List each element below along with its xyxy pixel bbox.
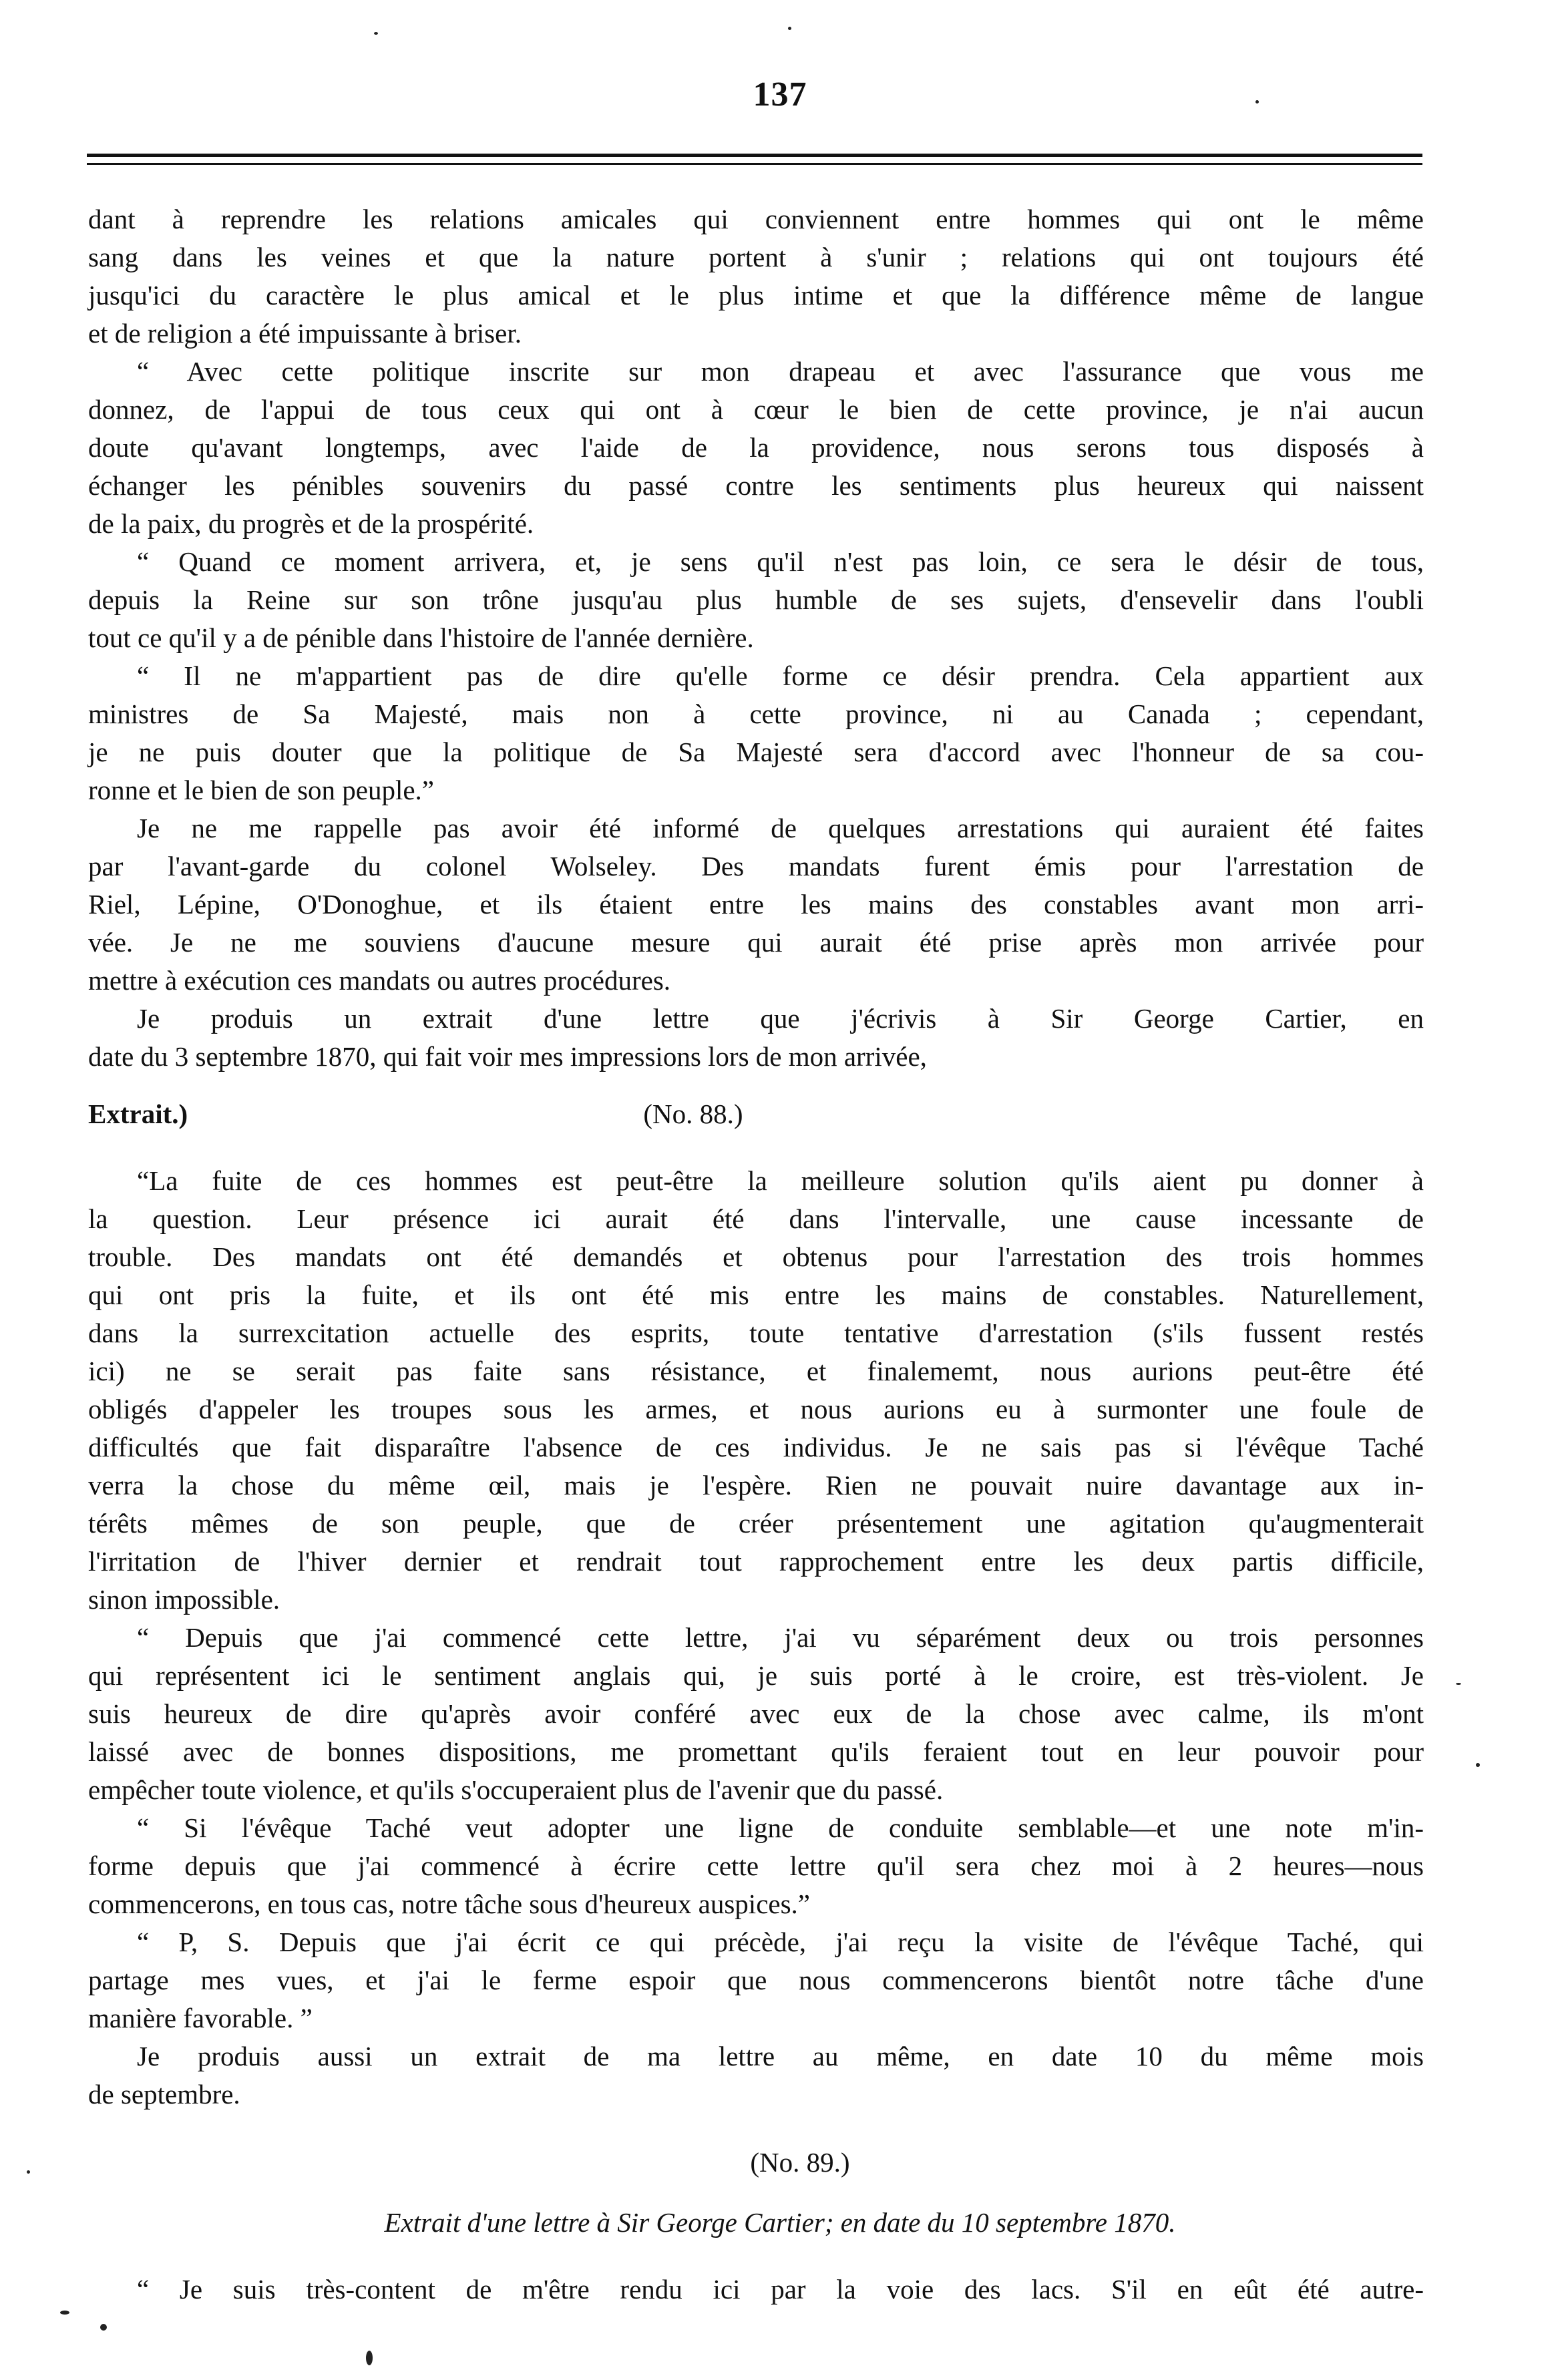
scan-speck xyxy=(1456,1683,1461,1685)
scan-speck xyxy=(1255,100,1259,104)
text-line: “La fuite de ces hommes est peut-être la meilleure solution qu'ils aient pu donner à xyxy=(137,1165,1424,1196)
scan-speck xyxy=(366,2351,373,2365)
text-line: partage mes vues, et j'ai le ferme espoir que nous commencerons bientôt notre tâche d'une xyxy=(88,1965,1424,1995)
text-line: verra la chose du même œil, mais je l'espère. Rien ne pouvait nuire davantage aux in- xyxy=(88,1470,1424,1501)
text-line: ronne et le bien de son peuple.” xyxy=(88,775,435,805)
text-line: “ Il ne m'appartient pas de dire qu'elle forme ce désir prendra. Cela appartient aux xyxy=(137,660,1424,691)
text-line: la question. Leur présence ici aurait été dans l'intervalle, une cause incessante de xyxy=(88,1203,1424,1234)
text-line: “ P, S. Depuis que j'ai écrit ce qui précède, j'ai reçu la visite de l'évêque Taché, qui xyxy=(137,1927,1424,1957)
header-rule-thin xyxy=(87,163,1422,165)
text-line: obligés d'appeler les troupes sous les armes, et nous aurions eu à surmonter une foule de xyxy=(88,1394,1424,1424)
text-line: tout ce qu'il y a de pénible dans l'histoire de l'année dernière. xyxy=(88,622,754,653)
text-line: date du 3 septembre 1870, qui fait voir mes impressions lors de mon arrivée, xyxy=(88,1041,927,1072)
text-line: “ Quand ce moment arrivera, et, je sens qu'il n'est pas loin, ce sera le désir de tous, xyxy=(137,546,1424,577)
text-line: doute qu'avant longtemps, avec l'aide de la providence, nous serons tous disposés à xyxy=(88,432,1424,463)
text-line: “ Si l'évêque Taché veut adopter une ligne de conduite semblable—et une note m'in- xyxy=(137,1812,1424,1843)
text-line: par l'avant-garde du colonel Wolseley. Des mandats furent émis pour l'arrestation de xyxy=(88,851,1424,881)
text-line: Je ne me rappelle pas avoir été informé de quelques arrestations qui auraient été faites xyxy=(137,813,1424,843)
text-line: dant à reprendre les relations amicales qui conviennent entre hommes qui ont le même xyxy=(88,204,1424,234)
text-line: laissé avec de bonnes dispositions, me promettant qu'ils feraient tout en leur pouvoir pour xyxy=(88,1736,1424,1767)
text-line: jusqu'ici du caractère le plus amical et le plus intime et que la différence même de langue xyxy=(88,280,1424,311)
text-line: trouble. Des mandats ont été demandés et obtenus pour l'arrestation des trois hommes xyxy=(88,1241,1424,1272)
text-line: ici) ne se serait pas faite sans résistance, et finalememt, nous aurions peut-être été xyxy=(88,1356,1424,1386)
text-line: qui représentent ici le sentiment anglais qui, je suis porté à le croire, est très-violent. Je xyxy=(88,1660,1424,1691)
text-line: manière favorable. ” xyxy=(88,2003,313,2033)
extract-label: Extrait.) xyxy=(88,1099,188,1129)
text-line: difficultés que fait disparaître l'absence de ces individus. Je ne sais pas si l'évêque Taché xyxy=(88,1432,1424,1462)
text-line: mettre à exécution ces mandats ou autres procédures. xyxy=(88,965,671,996)
text-line: “ Avec cette politique inscrite sur mon drapeau et avec l'assurance que vous me xyxy=(137,356,1424,387)
scan-speck xyxy=(788,27,791,30)
extract-caption: Extrait d'une lettre à Sir George Cartier; en date du 10 septembre 1870. xyxy=(384,2207,1176,2238)
scan-speck xyxy=(27,2170,30,2174)
text-line: l'irritation de l'hiver dernier et rendrait tout rapprochement entre les deux partis difficile, xyxy=(88,1546,1424,1577)
scan-speck xyxy=(1476,1763,1480,1767)
text-line: “ Depuis que j'ai commencé cette lettre, j'ai vu séparément deux ou trois personnes xyxy=(137,1622,1424,1653)
header-rule xyxy=(87,154,1422,157)
text-line: Riel, Lépine, O'Donoghue, et ils étaient entre les mains des constables avant mon arri- xyxy=(88,889,1424,920)
text-line: suis heureux de dire qu'après avoir conféré avec eux de la chose avec calme, ils m'ont xyxy=(88,1698,1424,1729)
text-line: commencerons, en tous cas, notre tâche sous d'heureux auspices.” xyxy=(88,1889,810,1919)
text-line: depuis la Reine sur son trône jusqu'au plus humble de ses sujets, d'ensevelir dans l'oubli xyxy=(88,584,1424,615)
text-line: vée. Je ne me souviens d'aucune mesure qui aurait été prise après mon arrivée pour xyxy=(88,927,1424,958)
page-number: 137 xyxy=(753,75,807,114)
scan-speck xyxy=(60,2311,69,2315)
text-line: dans la surrexcitation actuelle des esprits, toute tentative d'arrestation (s'ils fussent restés xyxy=(88,1318,1424,1348)
text-line: “ Je suis très-content de m'être rendu ici par la voie des lacs. S'il en eût été autre- xyxy=(137,2274,1424,2305)
text-line: forme depuis que j'ai commencé à écrire cette lettre qu'il sera chez moi à 2 heures—nous xyxy=(88,1850,1424,1881)
text-line: sang dans les veines et que la nature portent à s'unir ; relations qui ont toujours été xyxy=(88,242,1424,272)
text-line: Je produis un extrait d'une lettre que j'écrivis à Sir George Cartier, en xyxy=(137,1003,1424,1034)
extract-number-88: (No. 88.) xyxy=(643,1099,743,1129)
text-line: ministres de Sa Majesté, mais non à cette province, ni au Canada ; cependant, xyxy=(88,699,1424,729)
extract-number-89: (No. 89.) xyxy=(750,2147,850,2178)
text-line: sinon impossible. xyxy=(88,1584,280,1615)
text-line: je ne puis douter que la politique de Sa Majesté sera d'accord avec l'honneur de sa cou- xyxy=(88,737,1424,767)
text-line: térêts mêmes de son peuple, que de créer présentement une agitation qu'augmenterait xyxy=(88,1508,1424,1539)
scan-speck xyxy=(100,2324,107,2331)
text-line: donnez, de l'appui de tous ceux qui ont à cœur le bien de cette province, je n'ai aucun xyxy=(88,394,1424,425)
text-line: Je produis aussi un extrait de ma lettre au même, en date 10 du même mois xyxy=(137,2041,1424,2071)
text-line: empêcher toute violence, et qu'ils s'occuperaient plus de l'avenir que du passé. xyxy=(88,1774,944,1805)
text-line: qui ont pris la fuite, et ils ont été mis entre les mains de constables. Naturellement, xyxy=(88,1279,1424,1310)
text-line: échanger les pénibles souvenirs du passé contre les sentiments plus heureux qui naissent xyxy=(88,470,1424,501)
scan-speck xyxy=(374,32,378,35)
text-line: de septembre. xyxy=(88,2079,240,2110)
text-line: et de religion a été impuissante à briser. xyxy=(88,318,522,349)
text-line: de la paix, du progrès et de la prospérité. xyxy=(88,508,534,539)
